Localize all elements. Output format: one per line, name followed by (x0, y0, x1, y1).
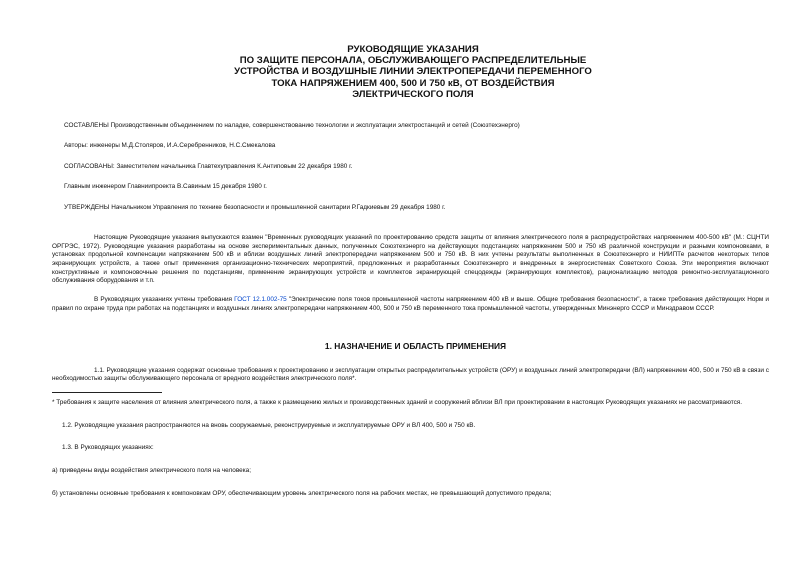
footnote-divider (52, 392, 162, 393)
approval-block (52, 122, 769, 212)
agreed-by: СОГЛАСОВАНЫ: Заместителем начальника Главтехуправления К.Антиповым 22 декабря 1980 г. (64, 162, 353, 170)
compiled-by: СОСТАВЛЕНЫ Производственным объединением по наладке, совершенствованию технологии и эксплуатации электростанций и сетей (Союзтехэнерго) (64, 122, 520, 130)
footnote: * Требования к защите населения от влияния электрического поля, а также к размещению жилых и производственных зданий и сооружений вблизи ВЛ при проектировании в настоящих Руководящих указаниях не рассматриваются. (52, 399, 743, 406)
gost-link[interactable]: ГОСТ 12.1.002-75 (234, 296, 287, 304)
document-body (52, 234, 769, 314)
chief-engineer: Главным инженером Главниипроекта В.Савиным 15 декабря 1980 г. (64, 183, 267, 191)
gost-paragraph (52, 296, 769, 313)
paragraph-1-2: 1.2. Руководящие указания распространяются на вновь сооружаемые, реконструируемые и эксплуатируемые ОРУ и ВЛ 400, 500 и 750 кВ. (62, 421, 476, 429)
paragraph-1-3: 1.3. В Руководящих указаниях: (62, 444, 154, 452)
intro-paragraph: Настоящие Руководящие указания выпускаются взамен "Временных руководящих указаний по проектированию средств защиты от влияния электрического поля в распредустройствах напряжением 400-500 кВ" (М.: СЦНТИ ОРГРЭС, 1972). Руководящие указания разработаны на основе экспериментальных данных, полученных Союзтехэнерго на действующих подстанциях напряжением 500 и 750 кВ различной конструкции и разными компоновками, в установках продольной компенсации напряжением 500 кВ и вблизи воздушных линий электропередачи напряжением 500 и 750 кВ. В них учтены результаты выполненных в Союзтехэнерго и НИИПТе расчетов некоторых типов экранирующих устройств, а также опыт применения организационно-технических мероприятий, предложенных и разработанных Союзтехэнерго и внедренных в энергосистемах Советского Союза. Эти мероприятия включают конструктивные и компоновочные решения по подстанциям, применение экранирующих устройств и комплектов экранирующей спецодежды (экранирующих комплектов), рационализацию методов ремонтно-эксплуатационного обслуживания оборудования и т.п. (52, 233, 769, 285)
authors: Авторы: инженеры М.Д.Столяров, И.А.Серебренников, Н.С.Смекалова (64, 142, 276, 150)
document-title: РУКОВОДЯЩИЕ УКАЗАНИЯ ПО ЗАЩИТЕ ПЕРСОНАЛА, ОБСЛУЖИВАЮЩЕГО РАСПРЕДЕЛИТЕЛЬНЫЕ УСТРОЙСТВА И ВОЗДУШНЫЕ ЛИНИИ ЭЛЕКТРОПЕРЕДАЧИ ПЕРЕМЕННОГО ТОКА НАПРЯЖЕНИЕМ 400, 500 И 750 кВ, ОТ ВОЗДЕЙСТВИЯ ЭЛЕКТРИЧЕСКОГО ПОЛЯ (234, 44, 592, 100)
section-heading: 1. НАЗНАЧЕНИЕ И ОБЛАСТЬ ПРИМЕНЕНИЯ (324, 340, 507, 351)
gost-paragraph-after: "Электрические поля токов промышленной частоты напряжением 400 кВ и выше. Общие требования безопасности", а также требования действующих Норм и правил по охране труда при работах на подстанциях и воздушных линиях электропередачи напряжением 400, 500 и 750 кВ переменного тока промышленной частоты, утвержденных Минэнерго СССР и Минздравом СССР. (52, 296, 769, 312)
list-item-b: б) установлены основные требования к компоновкам ОРУ, обеспечивающим уровень электрического поля на рабочих местах, не превышающий допустимого предела; (52, 489, 552, 497)
list-item-a: а) приведены виды воздействия электрического поля на человека; (52, 467, 252, 475)
approved-by: УТВЕРЖДЕНЫ Начальником Управления по технике безопасности и промышленной санитарии Р.Гадкиевым 29 декабря 1980 г. (64, 203, 446, 211)
paragraph-1-1: 1.1. Руководящие указания содержат основные требования к проектированию и эксплуатации открытых распределительных устройств (ОРУ) и воздушных линий электропередачи (ВЛ) напряжением 400, 500 и 750 кВ в связи с необходимостью защиты обслуживающего персонала от вредного воздействия электрического поля*. (52, 366, 769, 383)
gost-paragraph-before: В Руководящих указаниях учтены требования (94, 296, 235, 304)
